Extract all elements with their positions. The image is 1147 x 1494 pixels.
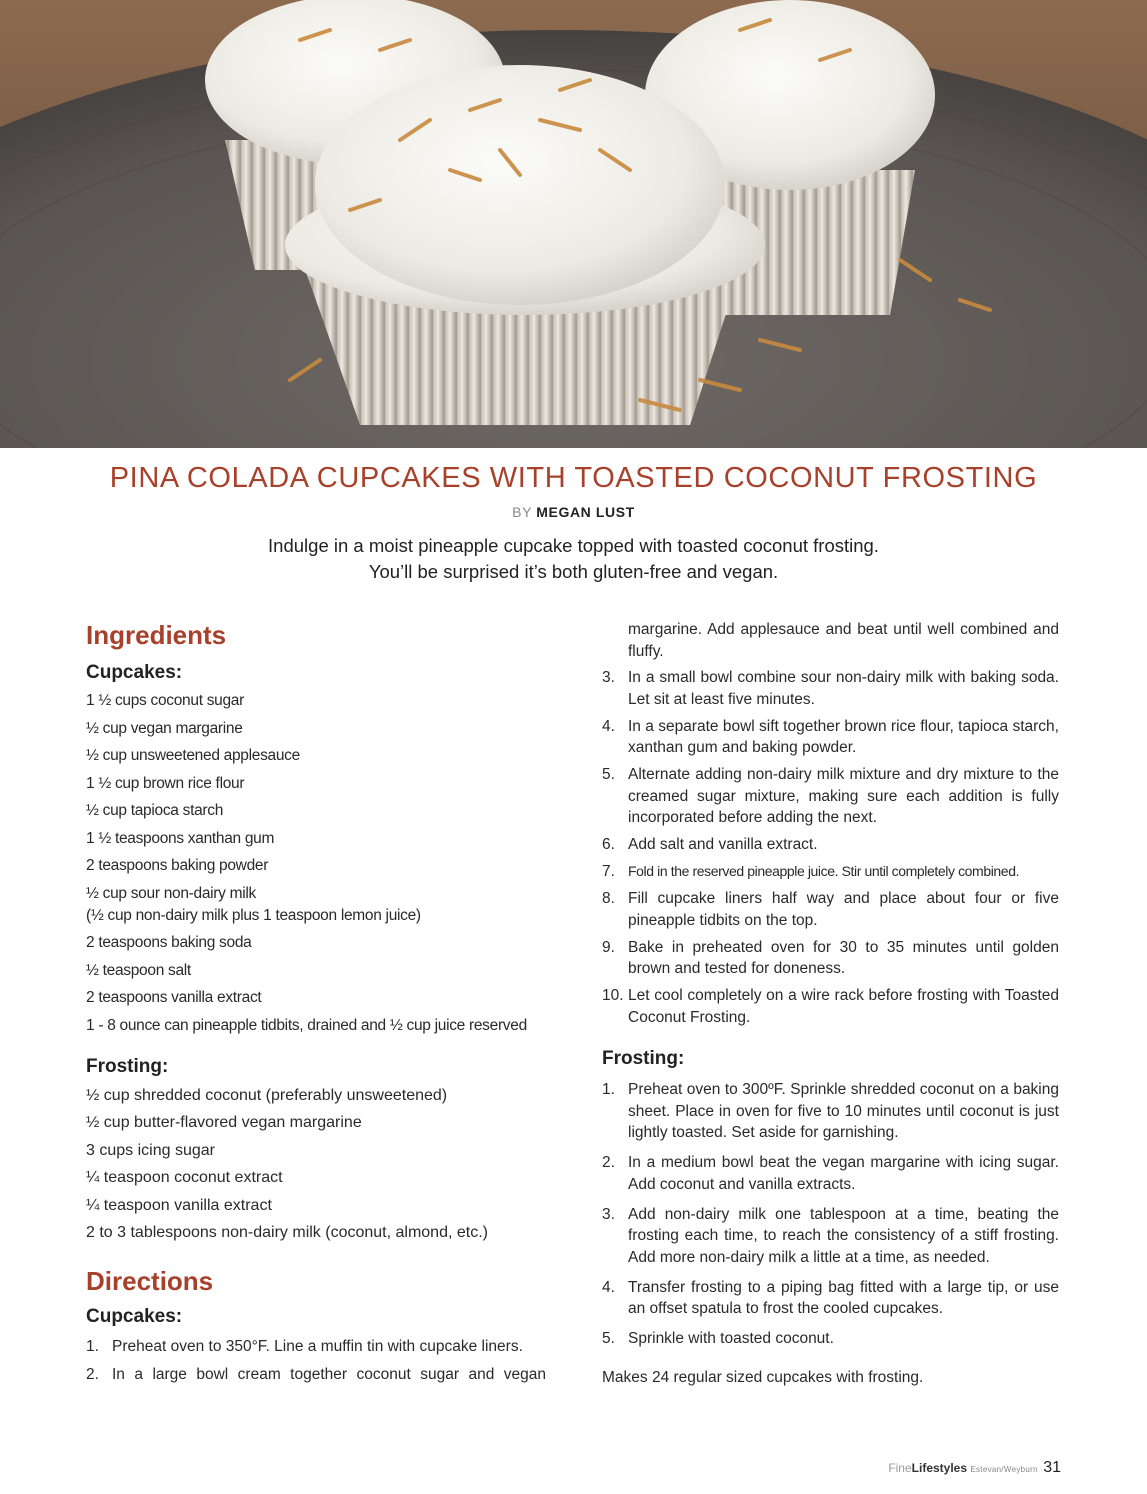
direction-step — [602, 1277, 1059, 1320]
yield-note: Makes 24 regular sized cupcakes with frosting. — [602, 1368, 924, 1386]
step-text: In a large bowl cream together coconut sugar and vegan — [112, 1365, 546, 1383]
ingredient-item: ½ cup vegan margarine — [86, 719, 243, 737]
ingredients-cupcakes-heading: Cupcakes: — [86, 662, 183, 683]
step-text: Preheat oven to 350°F. Line a muffin tin with cupcake liners. — [112, 1338, 523, 1355]
page-number: 31 — [1043, 1459, 1061, 1476]
ingredient-item: 1 ½ cups coconut sugar — [86, 692, 244, 709]
left-column — [86, 618, 546, 1385]
ingredient-item: ½ cup shredded coconut (preferably unsweetened) — [86, 1086, 448, 1104]
direction-step — [602, 1152, 1059, 1195]
ingredient-item: 2 teaspoons baking soda — [86, 934, 252, 951]
ingredient-item: ½ cup butter-flavored vegan margarine — [86, 1114, 362, 1131]
ingredient-item: 1 - 8 ounce can pineapple tidbits, drained and ½ cup juice reserved — [86, 1016, 527, 1034]
direction-step — [602, 1328, 1059, 1350]
ingredients-heading: Ingredients — [86, 620, 227, 650]
step-text: In a small bowl combine sour non-dairy milk with baking soda. Let sit at least five minutes. — [628, 669, 1059, 708]
ingredient-item: ¼ teaspoon vanilla extract — [86, 1196, 272, 1214]
magazine-name-prefix: Fine — [888, 1461, 912, 1475]
byline — [0, 504, 1147, 520]
step-text: Preheat oven to 300ºF. Sprinkle shredded coconut on a baking sheet. Place in oven for five to 10 minutes until coconut is just lightly toasted. Set aside for garnishing. — [628, 1081, 1059, 1141]
intro-line-1: Indulge in a moist pineapple cupcake topped with toasted coconut frosting. — [268, 535, 879, 556]
author-name: MEGAN LUST — [536, 504, 635, 520]
step-number: 1. — [602, 1081, 615, 1098]
step-text: Bake in preheated oven for 30 to 35 minutes until golden brown and tested for doneness. — [628, 938, 1059, 977]
ingredient-item: 2 teaspoons baking powder — [86, 857, 269, 874]
ingredient-item: 1 ½ cup brown rice flour — [86, 774, 245, 792]
cupcakes-photo — [0, 0, 1147, 448]
frosting-directions-list — [602, 1079, 1059, 1350]
step-text: Add non-dairy milk one tablespoon at a time, beating the frosting each time, to reach the consistency of a stiff frosting. Add more non-dairy milk a little at a time, as needed. — [628, 1205, 1059, 1266]
frosting-ingredients-list — [86, 1085, 546, 1245]
directions-heading: Directions — [86, 1266, 214, 1296]
step-number: 2. — [86, 1365, 99, 1383]
ingredient-item-note: (½ cup non-dairy milk plus 1 teaspoon lemon juice) — [86, 906, 421, 924]
step-text: Fill cupcake liners half way and place about four or five pineapple tidbits on the top. — [628, 890, 1059, 929]
cupcake-ingredients-list — [86, 690, 546, 1037]
ingredient-item: ¼ teaspoon coconut extract — [86, 1169, 283, 1186]
cupcake-directions-list-part2 — [602, 667, 1059, 1028]
direction-step — [602, 861, 1059, 883]
ingredients-frosting-heading: Frosting: — [86, 1055, 169, 1077]
directions-frosting-heading: Frosting: — [602, 1048, 685, 1069]
step-number: 6. — [602, 836, 615, 853]
direction-step — [602, 1204, 1059, 1269]
step-text: Alternate adding non-dairy milk mixture and dry mixture to the creamed sugar mixture, making sure each addition is fully incorporated before adding the next. — [628, 766, 1059, 826]
step-text: Let cool completely on a wire rack before frosting with Toasted Coconut Frosting. — [628, 987, 1059, 1026]
direction-step — [602, 667, 1059, 710]
ingredient-item: 3 cups icing sugar — [86, 1141, 215, 1159]
ingredient-item: ½ cup sour non-dairy milk — [86, 884, 256, 902]
step-number: 3. — [602, 1205, 615, 1223]
step-number: 4. — [602, 717, 615, 735]
page-footer — [888, 1459, 1061, 1477]
step-text: In a separate bowl sift together brown rice flour, tapioca starch, xanthan gum and baking powder. — [628, 717, 1059, 756]
right-column — [602, 619, 1059, 1388]
step-text: Transfer frosting to a piping bag fitted with a large tip, or use an offset spatula to frost the cooled cupcakes. — [628, 1278, 1059, 1317]
magazine-edition: Estevan/Weyburn — [970, 1465, 1038, 1474]
step-number: 2. — [602, 1154, 615, 1171]
ingredient-item: ½ cup tapioca starch — [86, 802, 224, 819]
step-text: In a medium bowl beat the vegan margarine with icing sugar. Add coconut and vanilla extracts. — [628, 1154, 1059, 1193]
directions-cupcakes-heading: Cupcakes: — [86, 1306, 183, 1327]
step-text: Sprinkle with toasted coconut. — [628, 1330, 834, 1347]
magazine-name: Lifestyles — [911, 1461, 968, 1475]
step-text: Add salt and vanilla extract. — [628, 836, 818, 853]
direction-step — [602, 716, 1059, 759]
ingredient-item: 2 to 3 tablespoons non-dairy milk (coconut, almond, etc.) — [86, 1224, 488, 1241]
ingredient-item: 1 ½ teaspoons xanthan gum — [86, 829, 275, 847]
direction-step — [602, 764, 1059, 829]
step-number: 5. — [602, 1330, 615, 1347]
step-number: 8. — [602, 890, 615, 907]
ingredient-item: ½ teaspoon salt — [86, 961, 191, 979]
direction-step — [86, 1336, 546, 1358]
direction-step — [602, 1079, 1059, 1144]
hero-photo — [0, 0, 1147, 448]
step-number: 10. — [602, 987, 624, 1004]
cupcake-directions-list-part1 — [86, 1336, 546, 1385]
ingredient-item: 2 teaspoons vanilla extract — [86, 989, 262, 1006]
intro-text — [0, 533, 1147, 585]
step-number: 5. — [602, 766, 615, 783]
step-number: 3. — [602, 669, 615, 686]
step-number: 4. — [602, 1278, 615, 1296]
step-2-continued: margarine. Add applesauce and beat until well combined and fluffy. — [628, 621, 1059, 660]
step-text: Fold in the reserved pineapple juice. Stir until completely combined. — [628, 863, 1020, 879]
intro-line-2: You’ll be surprised it’s both gluten-free and vegan. — [368, 561, 779, 582]
step-number: 1. — [86, 1338, 99, 1355]
direction-step — [602, 834, 1059, 856]
direction-step — [602, 937, 1059, 980]
direction-step — [86, 1364, 546, 1386]
byline-prefix: BY — [512, 504, 532, 520]
ingredient-item: ½ cup unsweetened applesauce — [86, 747, 300, 764]
direction-step — [602, 888, 1059, 931]
step-number: 9. — [602, 938, 615, 956]
direction-step — [602, 985, 1059, 1028]
step-number: 7. — [602, 863, 615, 880]
article-title: PINA COLADA CUPCAKES WITH TOASTED COCONUT FROSTING — [109, 462, 1038, 494]
